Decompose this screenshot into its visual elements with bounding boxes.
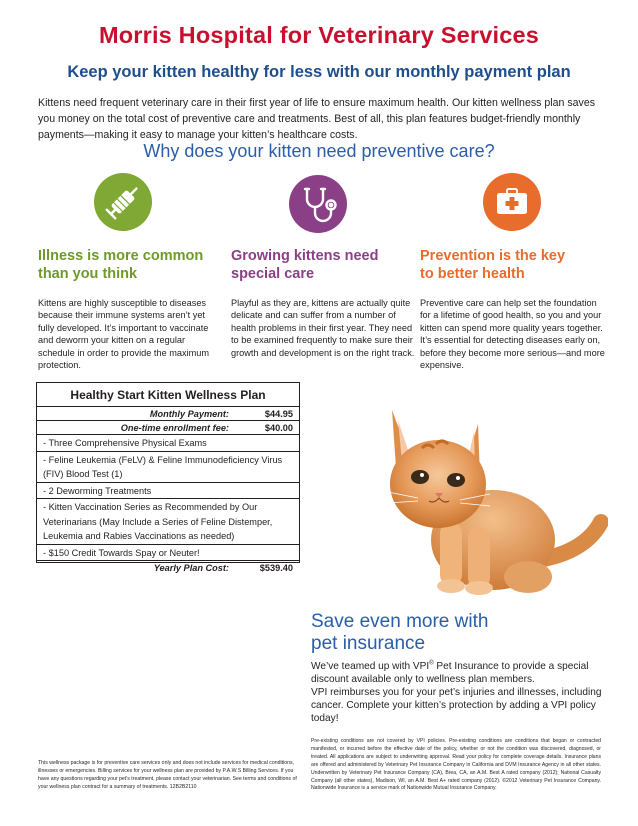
wellness-plan-table <box>36 382 300 573</box>
column-heading-line: Illness is more common <box>38 248 204 264</box>
insurance-heading-line: Save even more with <box>311 611 489 632</box>
column-heading-line: special care <box>231 266 315 282</box>
column-heading-line: than you think <box>38 266 138 282</box>
insurance-paragraph: VPI reimburses you for your pet’s injuries and illnesses, including cancer. Complete your kitten’s protection by adding a VPI policy today! <box>311 687 602 724</box>
column-heading-line: to better health <box>420 266 525 282</box>
info-column-illness <box>38 247 223 371</box>
plan-item: - $150 Credit Towards Spay or Neuter! <box>37 545 299 562</box>
yearly-cost-row <box>37 561 299 576</box>
plan-subtitle: Keep your kitten healthy for less with our monthly payment plan <box>67 63 571 81</box>
insurance-heading-line: pet insurance <box>311 633 426 654</box>
column-body: Playful as they are, kittens are actually quite delicate and can suffer from a number of health problems in their first year. They need to be examined frequently to make sure their growth and development is on the right track. <box>231 298 415 358</box>
why-heading: Why does your kitten need preventive care? <box>143 141 495 161</box>
column-heading <box>420 247 605 283</box>
enrollment-fee-label: One-time enrollment fee: <box>120 423 229 433</box>
plan-item: - Feline Leukemia (FeLV) & Feline Immunodeficiency Virus (FIV) Blood Test (1) <box>37 452 299 483</box>
plan-title: Healthy Start Kitten Wellness Plan <box>37 383 299 407</box>
monthly-payment-row <box>37 407 299 421</box>
column-body: Preventive care can help set the foundation for a lifetime of good health, so you and your kitten can spend more quality years together. It’s essential for detecting diseases early on, before they become more serious—and more expensive. <box>420 298 605 371</box>
insurance-body <box>311 660 611 725</box>
yearly-cost-label: Yearly Plan Cost: <box>153 563 229 573</box>
enrollment-fee-value: $40.00 <box>264 423 293 433</box>
monthly-payment-label: Monthly Payment: <box>149 409 229 419</box>
insurance-paragraph <box>311 660 611 686</box>
insurance-text: We’ve teamed up with VPI <box>311 661 430 672</box>
first-aid-kit-icon <box>483 173 541 231</box>
plan-item: - Kitten Vaccination Series as Recommended by Our Veterinarians (May Include a Series of Feline Distemper, Leukemia and Rabies Vaccinations as needed) <box>37 499 299 545</box>
intro-paragraph: Kittens need frequent veterinary care in their first year of life to ensure maximum health. Our kitten wellness plan saves you money on the total cost of preventive care and treatments. Best of all, this plan features budget-friendly monthly payments—making it easy to manage your kitten’s healthcare costs. <box>38 97 596 141</box>
syringe-icon <box>94 173 152 231</box>
plan-item: - 2 Deworming Treatments <box>37 483 299 500</box>
kitten-photo <box>318 372 608 604</box>
insurance-heading <box>311 611 611 655</box>
stethoscope-icon <box>289 175 347 233</box>
column-heading <box>38 247 223 283</box>
info-column-prevention <box>420 247 605 371</box>
info-column-growing <box>231 247 416 359</box>
column-heading-line: Growing kittens need <box>231 248 379 264</box>
yearly-cost-value: $539.40 <box>259 563 293 573</box>
enrollment-fee-row <box>37 421 299 435</box>
column-heading-line: Prevention is the key <box>420 248 566 264</box>
column-heading <box>231 247 416 283</box>
insurance-disclaimer: Pre-existing conditions are not covered by VPI policies. Pre-existing conditions are conditions that began or contracted manifested, or incurred before the effective date of the policy, whether or not the condition was discovered, diagnosed, or treated. All applications are subject to underwriting approval. Read your policy for complete coverage details. Insurance plans are offered and administered by Veterinary Pet Insurance Company in California and DVM Insurance Agency in all other states. Underwritten by Veterinary Pet Insurance Company (CA), Brea, CA, an A.M. Best A rated company (2012); National Casualty Company (all other states), Madison, WI, an A.M. Best A+ rated company (2012). ©2012 Veterinary Pet Insurance Company. Nationwide Insurance is a service mark of Nationwide Mutual Insurance Company. <box>311 738 601 792</box>
plan-item: - Three Comprehensive Physical Exams <box>37 435 299 452</box>
monthly-payment-value: $44.95 <box>264 409 293 419</box>
wellness-disclaimer: This wellness package is for preventive care services only and does not include services for medical conditions, illnesses or emergencies. Billing services for your wellness plan are provided by P.A.W.S Billing Services. If you have any questions regarding your pet's treatment, please contact your veterinarian. See terms and conditions of your wellness plan contract for a summary of treatments. 12B2B2110 <box>38 760 297 790</box>
insurance-text: Pet Insurance to provide a special discount available only to wellness plan members. <box>311 661 589 685</box>
column-body: Kittens are highly susceptible to diseases because their immune systems aren’t yet fully developed. It’s important to vaccinate and deworm your kitten on a regular schedule in order to provide the maximum protection. <box>38 298 210 371</box>
hospital-title: Morris Hospital for Veterinary Services <box>98 22 540 48</box>
registered-mark: ® <box>429 660 434 667</box>
